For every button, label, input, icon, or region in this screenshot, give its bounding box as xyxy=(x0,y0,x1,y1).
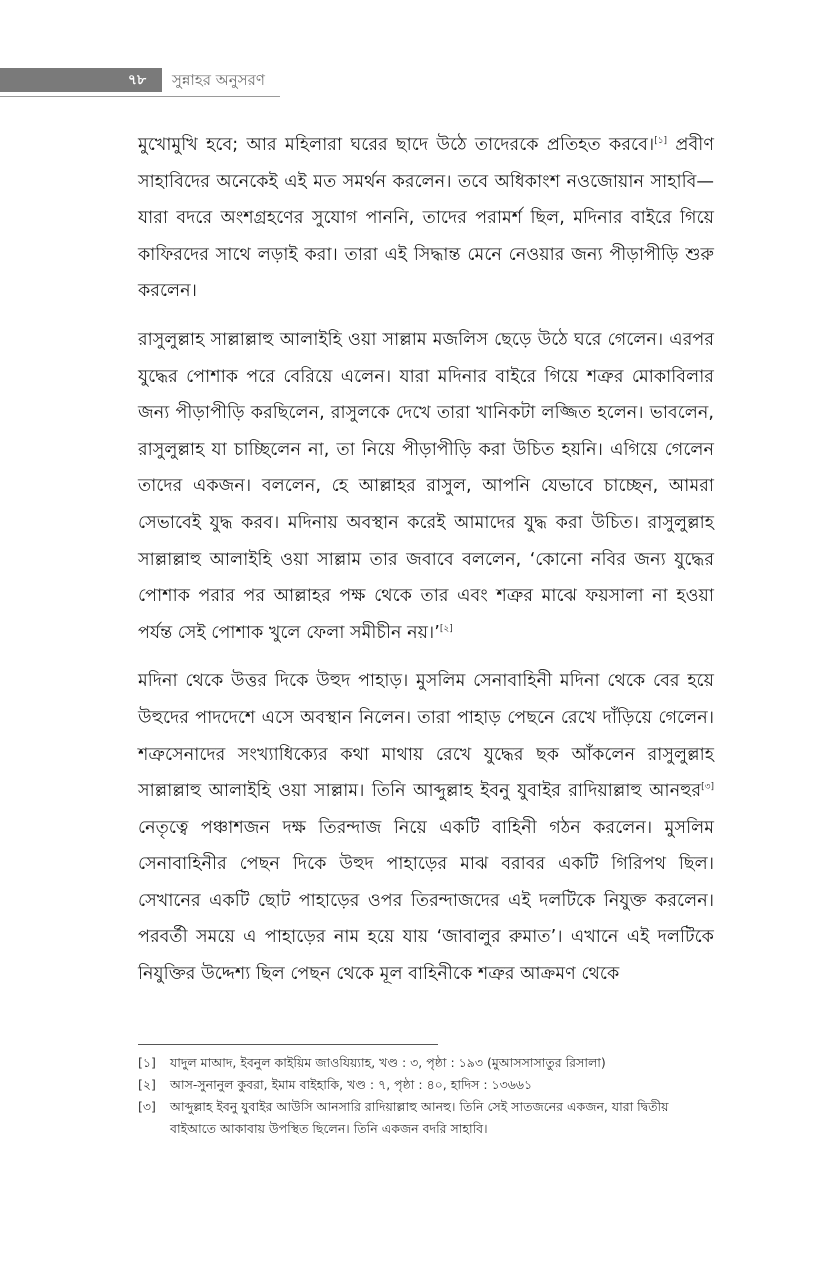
footnote-number: [২] xyxy=(138,1077,156,1092)
paragraph-text: মদিনা থেকে উত্তর দিকে উহুদ পাহাড়। মুসলিম সেনাবাহিনী মদিনা থেকে বের হয়ে উহুদের পাদদেশে এসে অবস্থান নিলেন। তারা পাহাড় পেছনে রেখে দাঁড়িয়ে গেলেন। শত্রুসেনাদের সংখ্যাধিক্যের কথা মাথায় রেখে যুদ্ধের ছক আঁকলেন রাসুলুল্লাহ সাল্লাল্লাহু আলাইহি ওয়া সাল্লাম। তিনি আব্দুল্লাহ ইবনু যুবাইর রাদিয়াল্লাহু আনহুর xyxy=(138,671,714,802)
paragraph-text: প্রবীণ সাহাবিদের অনেকেই এই মত সমর্থন করলেন। তবে অধিকাংশ নওজোয়ান সাহাবি—যারা বদরে অংশগ্রহণের সুযোগ পাননি, তাদের পরামর্শ ছিল, মদিনার বাইরে গিয়ে কাফিরদের সাথে লড়াই করা। তারা এই সিদ্ধান্ত মেনে নেওয়ার জন্য পীড়াপীড়ি শুরু করলেন। xyxy=(138,135,714,302)
paragraph xyxy=(138,322,714,651)
paragraph-text: নেতৃত্বে পঞ্চাশজন দক্ষ তিরন্দাজ নিয়ে একটি বাহিনী গঠন করলেন। মুসলিম সেনাবাহিনীর পেছন দিকে উহুদ পাহাড়ের মাঝ বরাবর একটি গিরিপথ ছিল। সেখানের একটি ছোট পাহাড়ের ওপর তিরন্দাজদের এই দলটিকে নিযুক্ত করলেন। পরবর্তী সময়ে এ পাহাড়ের নাম হয়ে যায় ‘জাবালুর রুমাত’। এখানে এই দলটিকে নিযুক্তির উদ্দেশ্য ছিল পেছন থেকে মূল বাহিনীকে শত্রুর আক্রমণ থেকে xyxy=(138,817,714,985)
running-title: সুন্নাহর অনুসরণ xyxy=(172,71,265,89)
footnote-text: যাদুল মাআদ, ইবনুল কাইয়িম জাওযিয়্যাহ, খণ্ড : ৩, পৃষ্ঠা : ১৯৩ (মুআসসাসাতুর রিসালা) xyxy=(170,1055,606,1070)
page-number: ৭৮ xyxy=(127,72,147,88)
paragraph-text: রাসুলুল্লাহ সাল্লাল্লাহু আলাইহি ওয়া সাল্লাম মজলিস ছেড়ে উঠে ঘরে গেলেন। এরপর যুদ্ধের পোশাক পরে বেরিয়ে এলেন। যারা মদিনার বাইরে গিয়ে শত্রুর মোকাবিলার জন্য পীড়াপীড়ি করছিলেন, রাসুলকে দেখে তারা খানিকটা লজ্জিত হলেন। ভাবলেন, রাসুলুল্লাহ যা চাচ্ছিলেন না, তা নিয়ে পীড়াপীড়ি করা উচিত হয়নি। এগিয়ে গেলেন তাদের একজন। বললেন, হে আল্লাহর রাসুল, আপনি যেভাবে চাচ্ছেন, আমরা সেভাবেই যুদ্ধ করব। মদিনায় অবস্থান করেই আমাদের যুদ্ধ করা উচিত। রাসুলুল্লাহ সাল্লাল্লাহু আলাইহি ওয়া সাল্লাম তার জবাবে বললেন, ‘কোনো নবির জন্য যুদ্ধের পোশাক পরার পর আল্লাহর পক্ষ থেকে তার এবং শত্রুর মাঝে ফয়সালা না হওয়া পর্যন্ত সেই পোশাক খুলে ফেলা সমীচীন নয়।’ xyxy=(138,329,714,643)
footnote xyxy=(138,1052,718,1074)
footnote xyxy=(138,1074,718,1096)
paragraph xyxy=(138,127,714,310)
footnote-text: আব্দুল্লাহ ইবনু যুবাইর আউসি আনসারি রাদিয়াল্লাহু আনহু। তিনি সেই সাতজনের একজন, যারা দ্বিতীয় বাইআতে আকাবায় উপস্থিত ছিলেন। তিনি একজন বদরি সাহাবি। xyxy=(170,1099,669,1136)
footnote-ref[interactable]: [৩] xyxy=(701,782,714,793)
header-rule xyxy=(0,96,280,97)
footnote-rule xyxy=(138,1044,438,1045)
paragraph-text: মুখোমুখি হবে; আর মহিলারা ঘরের ছাদে উঠে তাদেরকে প্রতিহত করবে। xyxy=(138,135,655,155)
body-text xyxy=(138,127,714,993)
footnote-number: [১] xyxy=(138,1055,156,1070)
footnote xyxy=(138,1096,718,1140)
footnote-number: [৩] xyxy=(138,1099,156,1114)
footnote-text: আস-সুনানুল কুবরা, ইমাম বাইহাকি, খণ্ড : ৭, পৃষ্ঠা : ৪০, হাদিস : ১৩৬৬১ xyxy=(170,1077,533,1092)
paragraph xyxy=(138,663,714,992)
footnotes xyxy=(138,1052,718,1140)
footnote-ref[interactable]: [১] xyxy=(654,136,668,147)
footnote-ref[interactable]: [২] xyxy=(439,623,453,634)
